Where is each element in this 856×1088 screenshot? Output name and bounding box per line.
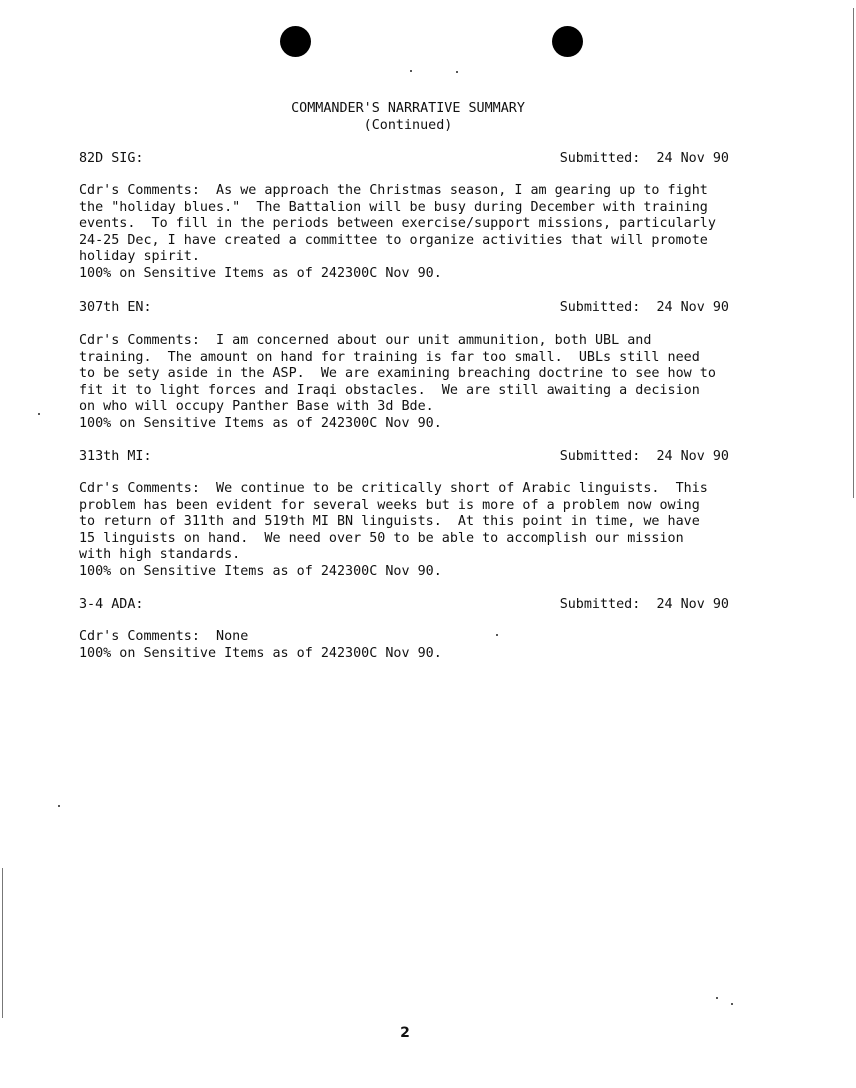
unit-name: 82D SIG:: [79, 151, 144, 166]
unit-name: 3-4 ADA:: [79, 597, 144, 612]
entry-comments-82d-sig: [79, 183, 759, 283]
scan-speck: [58, 805, 60, 807]
submitted-info: [560, 300, 729, 315]
comment-line: 24-25 Dec, I have created a committee to organize activities that will promote: [79, 232, 708, 248]
scan-edge-line: [2, 868, 3, 1018]
comment-line: to be sety aside in the ASP. We are examining breaching doctrine to see how to: [79, 366, 716, 382]
submitted-info: [560, 151, 729, 166]
scan-speck: [456, 71, 458, 73]
scan-speck: [731, 1003, 733, 1005]
comment-line: fit it to light forces and Iraqi obstacles. We are still awaiting a decision: [79, 382, 700, 398]
comment-line: to return of 311th and 519th MI BN linguists. At this point in time, we have: [79, 514, 700, 530]
entry-comments-3-4-ada: [79, 629, 759, 662]
submitted-info: [560, 449, 729, 464]
unit-name: 313th MI:: [79, 449, 152, 464]
comment-line: Cdr's Comments: I am concerned about our unit ammunition, both UBL and: [79, 333, 652, 348]
entry-comments-307th-en: [79, 333, 759, 433]
comment-line: on who will occupy Panther Base with 3d Bde.: [79, 399, 434, 415]
comment-line: with high standards.: [79, 547, 241, 563]
submitted-label: Submitted:: [559, 449, 641, 464]
comment-line: 15 linguists on hand. We need over 50 to be able to accomplish our mission: [79, 530, 684, 546]
scan-speck: [716, 997, 718, 999]
submitted-date: 24 Nov 90: [656, 300, 729, 315]
comment-line: Cdr's Comments: None: [79, 629, 249, 644]
submitted-date: 24 Nov 90: [656, 449, 729, 464]
document-title: COMMANDER'S NARRATIVE SUMMARY: [291, 101, 525, 116]
submitted-label: Submitted:: [559, 151, 641, 166]
scan-speck: [38, 413, 40, 415]
punch-hole-left: [280, 26, 311, 57]
comment-line: events. To fill in the periods between exercise/support missions, particularly: [79, 216, 716, 232]
submitted-date: 24 Nov 90: [656, 597, 729, 612]
page-number: 2: [400, 1025, 410, 1041]
entry-comments-313th-mi: [79, 481, 759, 581]
comment-line: Cdr's Comments: We continue to be critically short of Arabic linguists. This: [79, 481, 708, 496]
submitted-date: 24 Nov 90: [656, 151, 729, 166]
sensitive-items-line: 100% on Sensitive Items as of 242300C Nov 90.: [79, 645, 442, 661]
submitted-label: Submitted:: [559, 597, 641, 612]
scan-speck: [410, 70, 412, 72]
entry-header-3-4-ada: [79, 597, 729, 614]
submitted-info: [560, 597, 729, 612]
entry-header-82d-sig: [79, 151, 729, 168]
sensitive-items-line: 100% on Sensitive Items as of 242300C Nov 90.: [79, 265, 442, 281]
sensitive-items-line: 100% on Sensitive Items as of 242300C Nov 90.: [79, 415, 442, 431]
unit-name: 307th EN:: [79, 300, 152, 315]
punch-hole-right: [552, 26, 583, 57]
comment-line: training. The amount on hand for training is far too small. UBLs still need: [79, 349, 700, 365]
comment-line: the "holiday blues." The Battalion will be busy during December with training: [79, 199, 708, 215]
comment-line: problem has been evident for several weeks but is more of a problem now owing: [79, 497, 700, 513]
scan-edge-line: [853, 8, 854, 498]
comment-line: holiday spirit.: [79, 249, 200, 265]
sensitive-items-line: 100% on Sensitive Items as of 242300C Nov 90.: [79, 563, 442, 579]
entry-header-307th-en: [79, 300, 729, 317]
document-subtitle: (Continued): [363, 118, 453, 133]
submitted-label: Submitted:: [559, 300, 641, 315]
entry-header-313th-mi: [79, 449, 729, 466]
comment-line: Cdr's Comments: As we approach the Christmas season, I am gearing up to fight: [79, 183, 708, 198]
